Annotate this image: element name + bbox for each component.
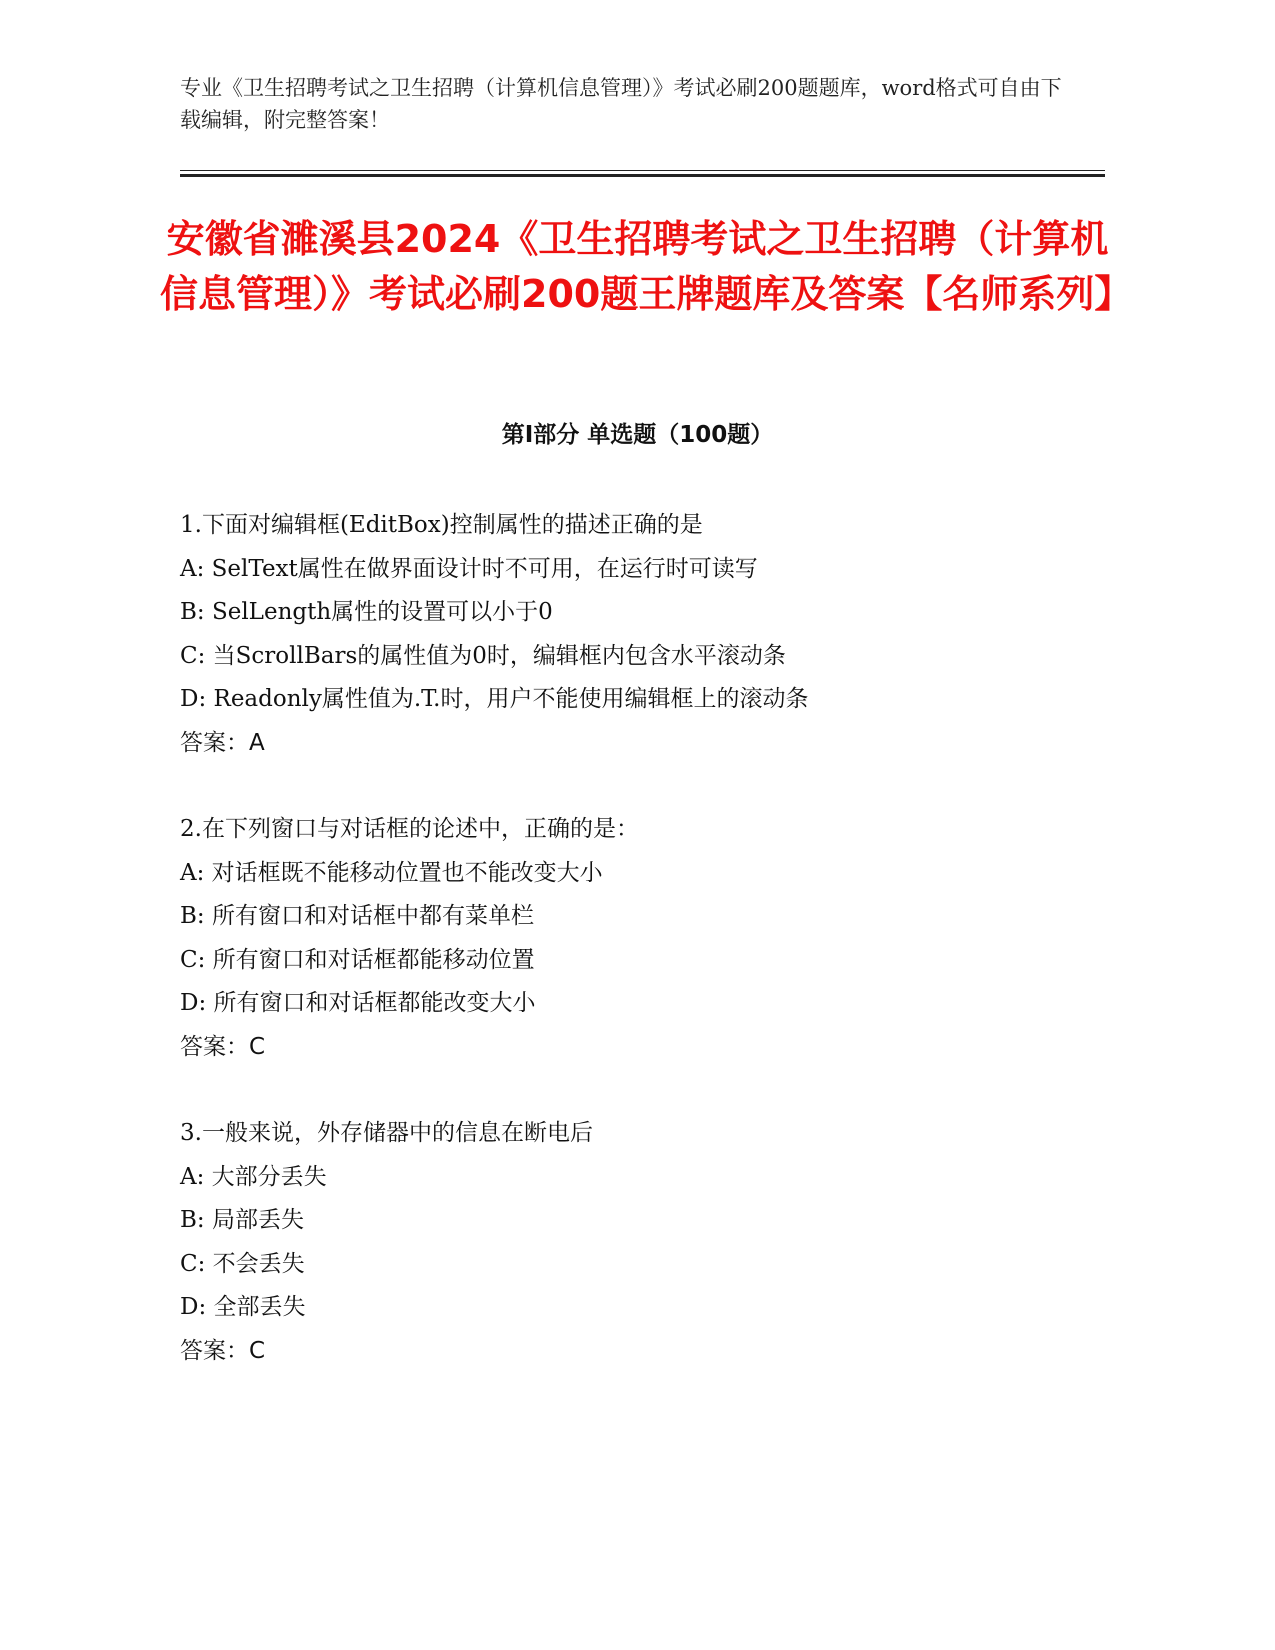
header-divider-thin xyxy=(180,170,1105,171)
option-b: B: 局部丢失 xyxy=(180,1207,304,1233)
answer-line: 答案：C xyxy=(180,1337,266,1364)
option-b: B: SelLength属性的设置可以小于0 xyxy=(180,599,553,625)
answer-line: 答案：A xyxy=(180,729,265,756)
option-d: D: 全部丢失 xyxy=(180,1294,306,1320)
option-b: B: 所有窗口和对话框中都有菜单栏 xyxy=(180,903,534,929)
header-divider-thick xyxy=(180,174,1105,177)
option-c: C: 不会丢失 xyxy=(180,1250,305,1277)
question-1 xyxy=(180,504,1130,765)
option-c: C: 所有窗口和对话框都能移动位置 xyxy=(180,946,535,973)
question-stem: 3.一般来说，外存储器中的信息在断电后 xyxy=(180,1120,593,1146)
option-d: D: 所有窗口和对话框都能改变大小 xyxy=(180,990,536,1016)
question-stem: 2.在下列窗口与对话框的论述中，正确的是： xyxy=(180,816,639,842)
option-d: D: Readonly属性值为.T.时，用户不能使用编辑框上的滚动条 xyxy=(180,686,809,712)
question-2 xyxy=(180,808,1130,1069)
option-c: C: 当ScrollBars的属性值为0时，编辑框内包含水平滚动条 xyxy=(180,642,786,669)
question-stem: 1.下面对编辑框(EditBox)控制属性的描述正确的是 xyxy=(180,512,703,538)
question-list xyxy=(180,504,1130,1416)
header-note: 专业《卫生招聘考试之卫生招聘（计算机信息管理）》考试必刷200题题库，word格式可自由下载编辑，附完整答案！ xyxy=(180,76,1062,132)
option-a: A: SelText属性在做界面设计时不可用，在运行时可读写 xyxy=(180,555,758,582)
question-3 xyxy=(180,1112,1130,1373)
section-heading: 第Ⅰ部分 单选题（100题） xyxy=(501,422,774,448)
option-a: A: 大部分丢失 xyxy=(180,1163,327,1190)
document-title: 安徽省濉溪县2024《卫生招聘考试之卫生招聘（计算机信息管理）》考试必刷200题王牌题库及答案【名师系列】 xyxy=(160,217,1133,316)
option-a: A: 对话框既不能移动位置也不能改变大小 xyxy=(180,859,603,886)
answer-line: 答案：C xyxy=(180,1033,266,1060)
